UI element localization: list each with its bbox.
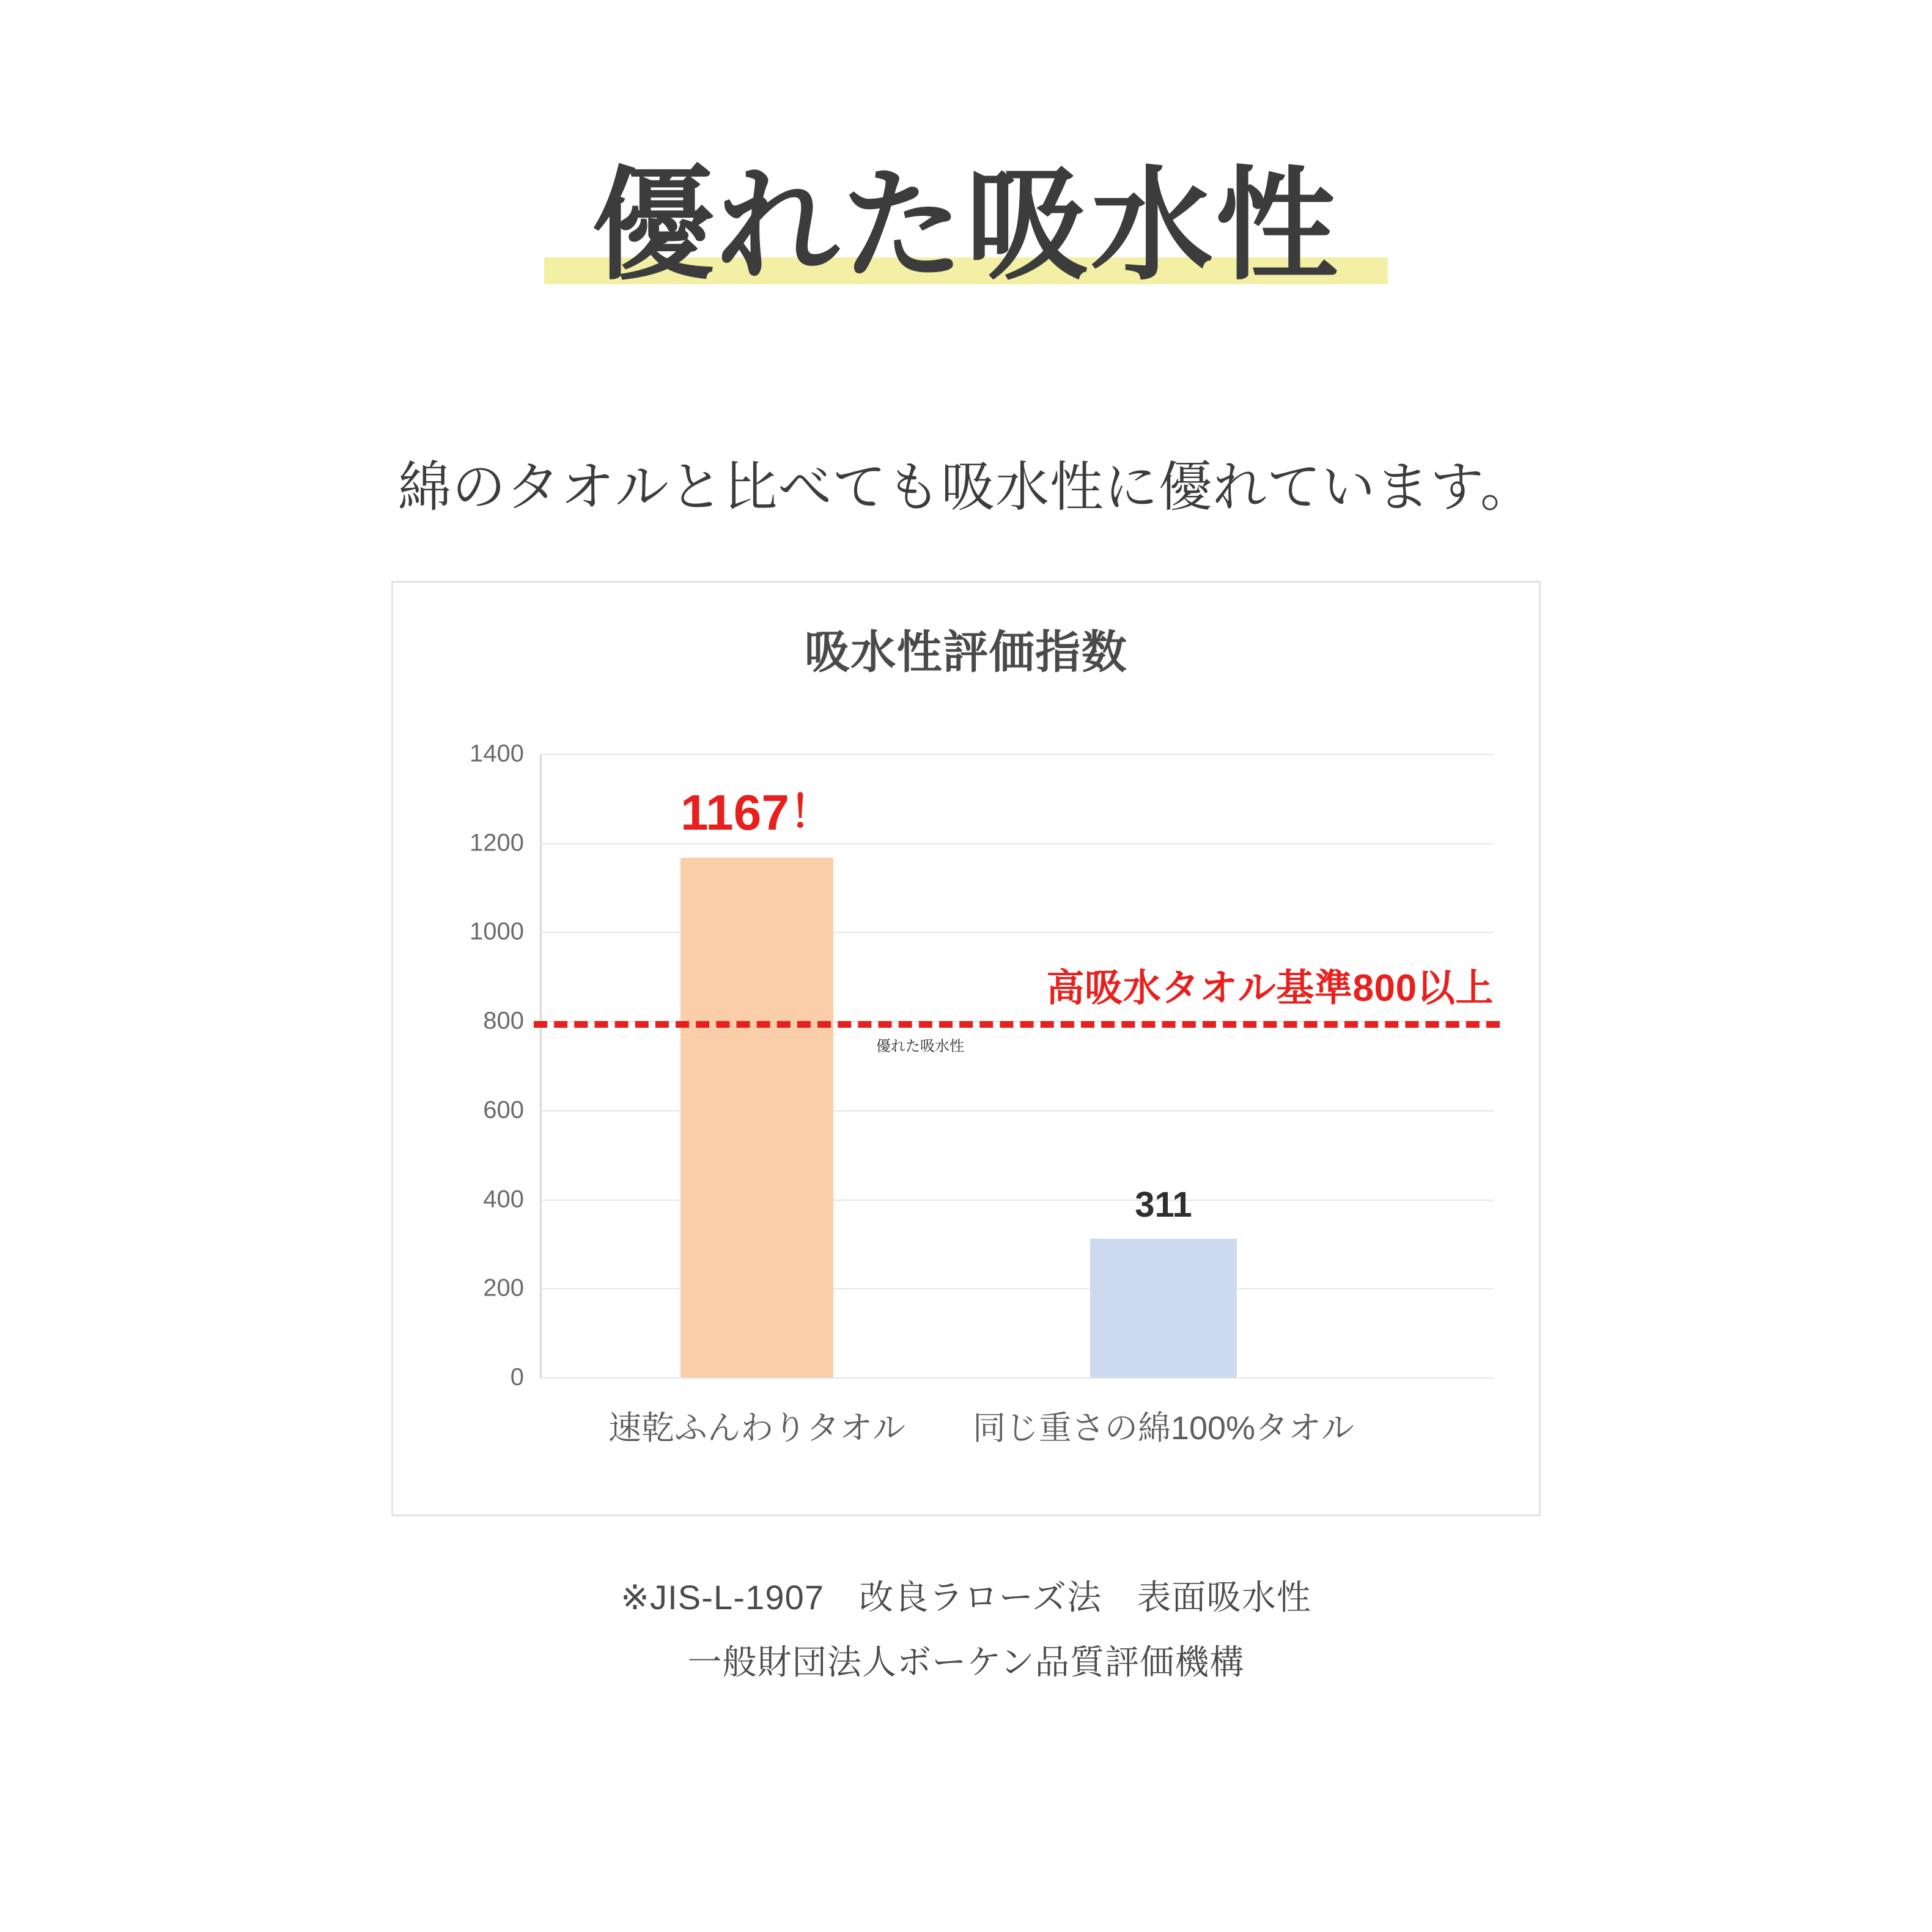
y-tick-label: 1400 xyxy=(470,740,524,767)
lead-text: 綿のタオルと比べても吸水性に優れています。 xyxy=(397,457,1535,517)
y-tick-label: 1000 xyxy=(470,918,524,945)
chart-card xyxy=(391,581,1541,1516)
footnote-institution: 一般財団法人ボーケン品質評価機構 xyxy=(687,1643,1245,1682)
bar-value-suffix: ！ xyxy=(789,787,833,837)
y-tick-label: 0 xyxy=(510,1363,524,1391)
y-axis-line xyxy=(540,754,542,1377)
y-tick-label: 600 xyxy=(483,1096,524,1124)
headline-section xyxy=(0,156,1932,297)
y-tick-label: 800 xyxy=(483,1007,524,1034)
threshold-line xyxy=(534,967,1500,1055)
chart-title: 吸水性評価指数 xyxy=(804,627,1128,677)
footnotes xyxy=(0,1565,1932,1695)
chart-plot-area xyxy=(470,740,1494,1447)
bar-value-label: 311 xyxy=(1135,1185,1192,1225)
x-axis-category-label: 速乾ふんわりタオル xyxy=(608,1410,905,1447)
footnote-test-method: ※JIS-L-1907 改良ラローズ法 表面吸水性 xyxy=(620,1578,1312,1617)
bar-value-number: 1167 xyxy=(680,784,789,841)
y-tick-label: 200 xyxy=(483,1274,524,1302)
y-tick-label: 400 xyxy=(483,1185,524,1213)
threshold-label: 高吸水タオル基準800以上 xyxy=(1046,967,1494,1010)
bar-series-towel xyxy=(608,784,905,1447)
bar-value-label xyxy=(680,776,833,842)
gridline xyxy=(470,740,1494,767)
page-title-text: 優れた吸水性 xyxy=(591,158,1340,294)
y-tick-label: 1200 xyxy=(470,829,524,857)
bar-series-cotton xyxy=(972,1185,1355,1447)
gridline xyxy=(470,829,1494,857)
page-title xyxy=(581,156,1351,297)
x-axis-category-label: 同じ重さの綿100%タオル xyxy=(972,1410,1355,1447)
gridline-baseline xyxy=(510,1363,1494,1391)
threshold-sublabel: 優れた吸水性 xyxy=(876,1038,964,1055)
